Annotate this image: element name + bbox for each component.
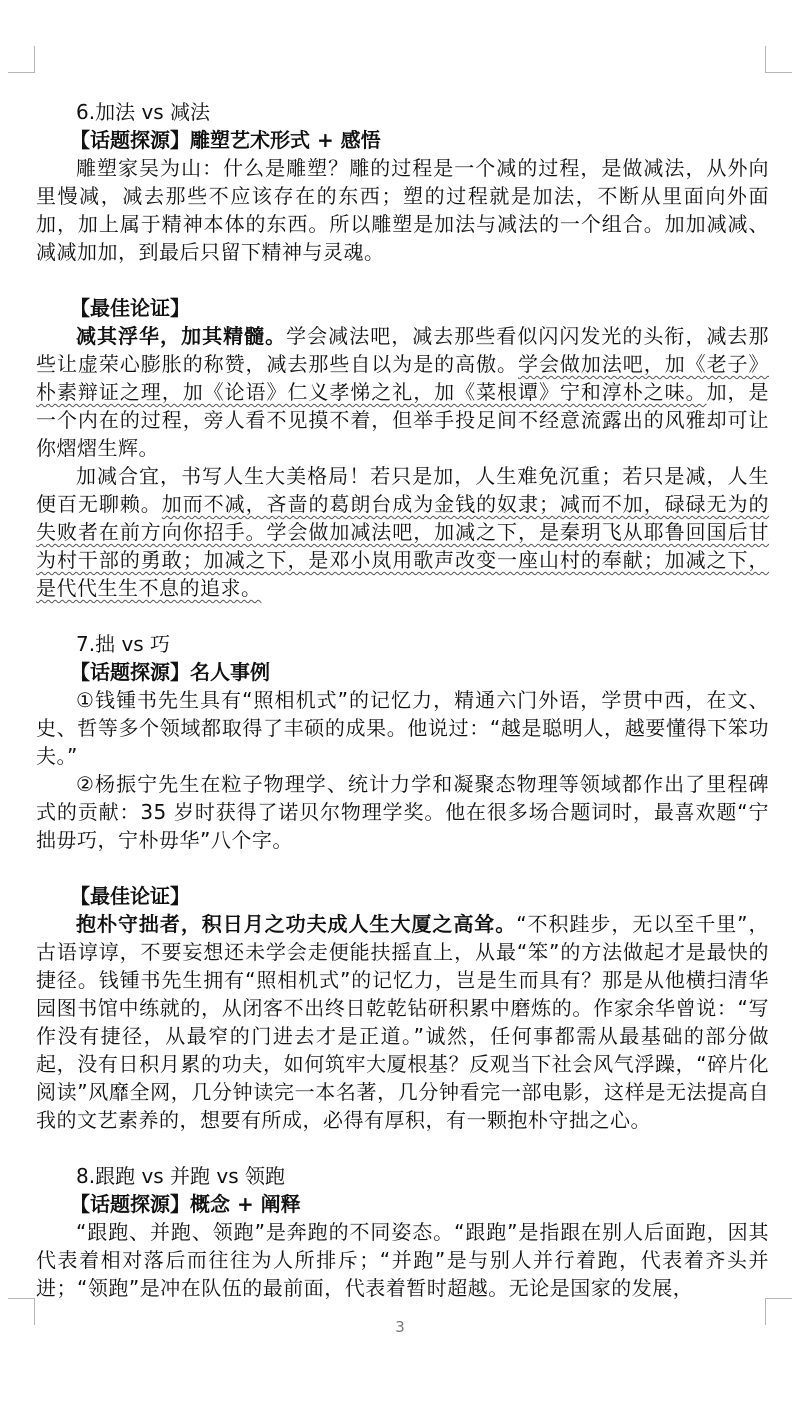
- source-paragraph-8: “跟跑、并跑、领跑”是奔跑的不同姿态。“跟跑”是指跟在别人后面跑，因其代表着相对落后而往往为人所排斥；“并跑”是与别人并行着跑，代表着齐头并进；“领跑”是冲在队伍的最前面，代表着暂时超越。无论是国家的发展，: [36, 1220, 769, 1300]
- page-number: 3: [395, 1318, 405, 1336]
- source-paragraph-7-2: ②杨振宁先生在粒子物理学、统计力学和凝聚态物理等领域都作出了里程碑式的贡献：35 岁时获得了诺贝尔物理学奖。他在很多场合题词时，最喜欢题“宁拙毋巧，宁朴毋华”八个字。: [36, 772, 769, 852]
- page-content: [36, 98, 769, 1302]
- wavy-underlined-text: 学会做加法吧，加《老子》朴素辩证之理，加《论语》仁义孝悌之礼，加《菜根谭》宁和淳朴之味。: [36, 352, 770, 404]
- source-paragraph-6: 雕塑家吴为山：什么是雕塑？雕的过程是一个减的过程，是做减法，从外向里慢减，减去那些不应该存在的东西；塑的过程就是加法，不断从里面向外面加，加上属于精神本体的东西。所以雕塑是加法与减法的一个组合。加加减减、减减加加，到最后只留下精神与灵魂。: [36, 156, 769, 264]
- wavy-underlined-text: 加而不减，吝啬的葛朗台成为金钱的奴隶；减而不加，碌碌无为的失败者在前方向你招手。学会做加减法吧，加减之下，是秦玥飞从耶鲁回国后甘为村干部的勇敢；加减之下，是邓小岚用歌声改变一座山村的奉献；加减之下，是代代生生不息的追求。: [36, 492, 770, 600]
- argument-heading-7: 【最佳论证】: [70, 884, 190, 908]
- section-title-8: 8.跟跑 vs 并跑 vs 领跑: [76, 1164, 286, 1188]
- argument-text: 加，是一个内在的过程，旁人看不见摸不着，但举手投足间不经意流露出的风雅却可让你熠熠生辉。: [36, 380, 770, 460]
- source-heading-7: 【话题探源】名人事例: [70, 660, 270, 684]
- argument-paragraph-6-1: [36, 322, 769, 462]
- page-corner-mark-top-right: [765, 46, 792, 73]
- argument-text: 学会减法吧，减去那些看似闪闪发光的头衔，减去那些让虚荣心膨胀的称赞，减去那些自以为是的高傲。: [36, 324, 769, 376]
- source-heading-8: 【话题探源】概念 + 阐释: [70, 1192, 301, 1216]
- argument-text: “不积跬步，无以至千里”，古语谆谆，不要妄想还未学会走便能扶摇直上，从最“笨”的方法做起才是最快的捷径。钱锺书先生拥有“照相机式”的记忆力，岂是生而具有？那是从他横扫清华园图书馆中练就的，从闭客不出终日乾乾钻研积累中磨炼的。作家余华曾说：“写作没有捷径，从最窄的门进去才是正道。”诚然，任何事都需从最基础的部分做起，没有日积月累的功夫，如何筑牢大厦根基？反观当下社会风气浮躁，“碎片化阅读”风靡全网，几分钟读完一本名著，几分钟看完一部电影，这样是无法提高自我的文艺素养的，想要有所成，必得有厚积，有一颗抱朴守拙之心。: [36, 912, 769, 1132]
- section-title-6: 6.加法 vs 减法: [76, 100, 211, 124]
- section-title-7: 7.拙 vs 巧: [76, 632, 171, 656]
- argument-lead: 抱朴守拙者，积日月之功夫成人生大厦之高耸。: [76, 912, 517, 936]
- argument-lead: 减其浮华，加其精髓。: [76, 324, 287, 348]
- argument-paragraph-7-1: [36, 910, 769, 1134]
- source-heading-6: 【话题探源】雕塑艺术形式 + 感悟: [70, 128, 381, 152]
- argument-text: 加减合宜，书写人生大美格局！若只是加，人生难免沉重；若只是减，人生便百无聊赖。: [36, 464, 769, 516]
- source-paragraph-7-1: ①钱锺书先生具有“照相机式”的记忆力，精通六门外语，学贯中西，在文、史、哲等多个领域都取得了丰硕的成果。他说过：“越是聪明人，越要懂得下笨功夫。”: [36, 688, 769, 768]
- argument-heading-6: 【最佳论证】: [70, 296, 190, 320]
- argument-paragraph-6-2: [36, 462, 769, 602]
- page-corner-mark-top-left: [8, 46, 35, 73]
